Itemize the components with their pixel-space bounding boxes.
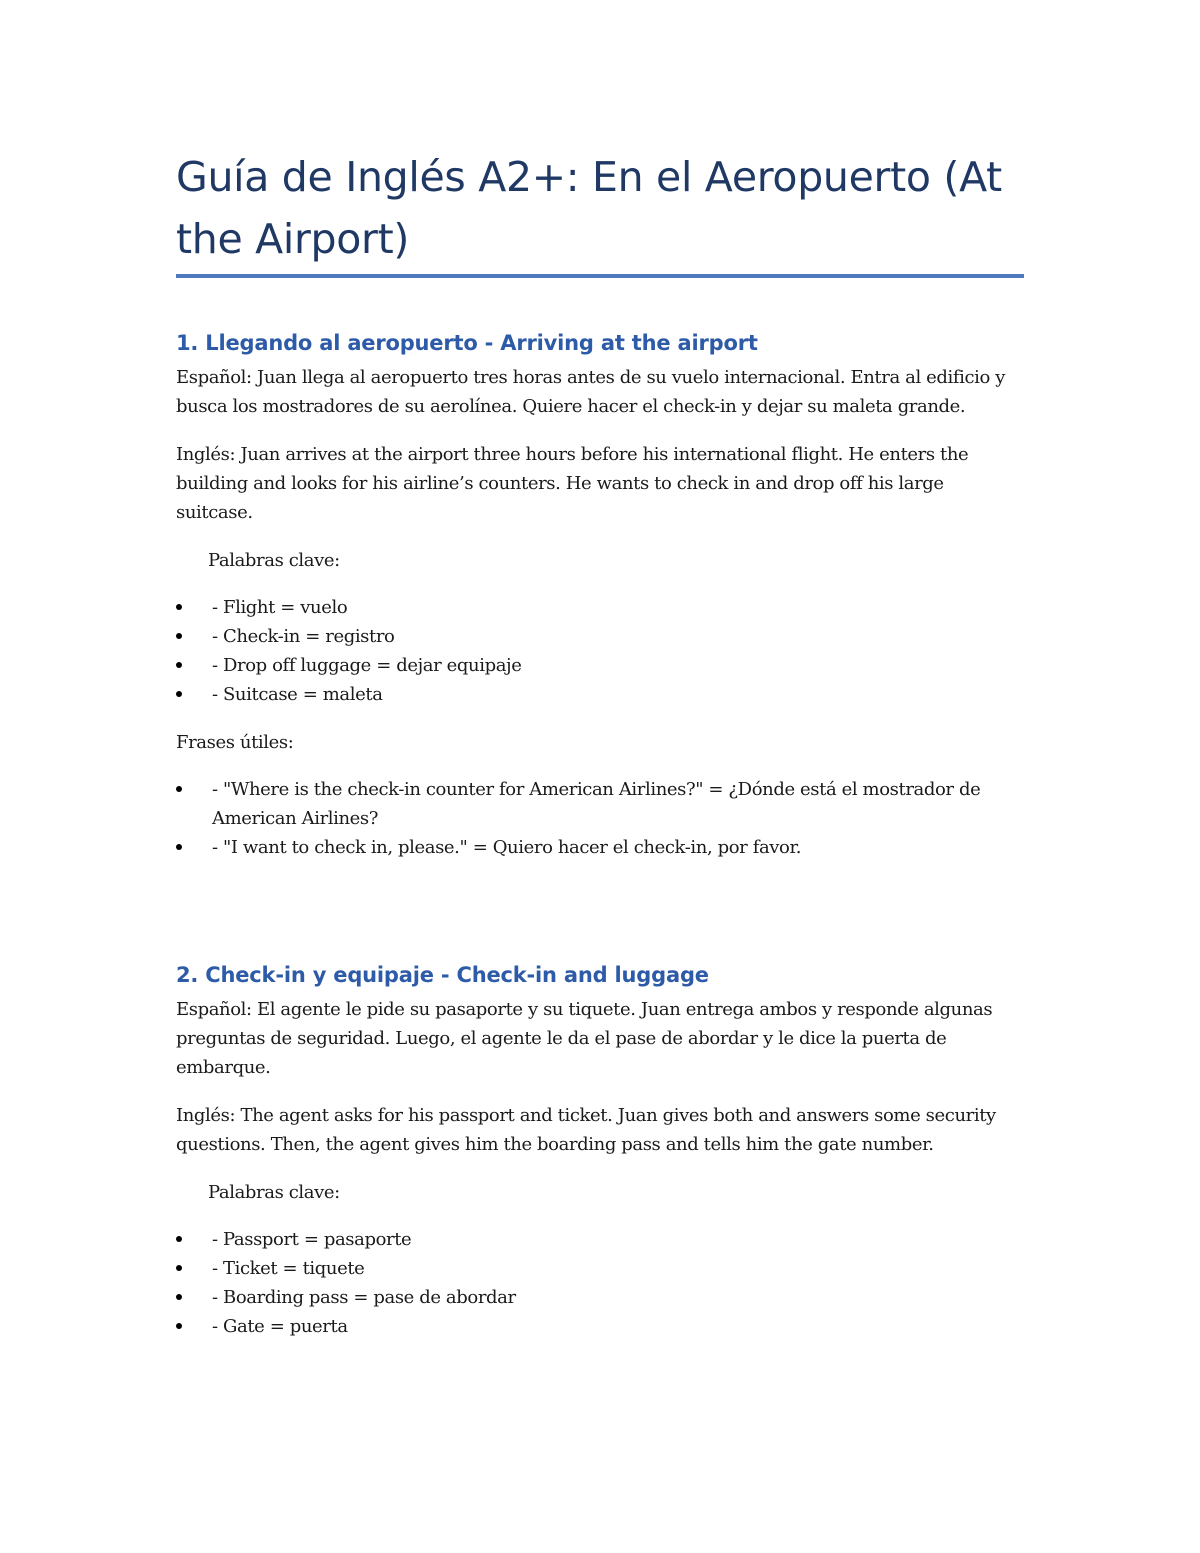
section-heading: 1. Llegando al aeropuerto - Arriving at the airport	[176, 331, 758, 355]
keyword-text: - Drop off luggage = dejar equipaje	[212, 655, 522, 676]
bullet-icon	[176, 844, 182, 850]
section-heading: 2. Check-in y equipaje - Check-in and luggage	[176, 963, 709, 987]
bullet-icon	[176, 1294, 182, 1300]
keyword-text: - Boarding pass = pase de abordar	[212, 1287, 516, 1308]
english-paragraph: Inglés: The agent asks for his passport and ticket. Juan gives both and answers some security questions. Then, the agent gives him the boarding pass and tells him the gate number.	[176, 1105, 996, 1155]
bullet-icon	[176, 691, 182, 697]
list-item	[176, 1225, 1024, 1254]
section-checkin	[176, 960, 1024, 1341]
phrase-text: - "I want to check in, please." = Quiero hacer el check-in, por favor.	[212, 837, 802, 858]
bullet-icon	[176, 604, 182, 610]
keyword-text: - Ticket = tiquete	[212, 1258, 365, 1279]
keywords-list	[176, 593, 1024, 709]
list-item	[176, 1254, 1024, 1283]
keyword-text: - Flight = vuelo	[212, 597, 348, 618]
keywords-label: Palabras clave:	[208, 550, 340, 571]
list-item	[176, 593, 1024, 622]
bullet-icon	[176, 662, 182, 668]
bullet-icon	[176, 1323, 182, 1329]
bullet-icon	[176, 786, 182, 792]
list-item	[176, 622, 1024, 651]
list-item	[176, 1283, 1024, 1312]
document-title: Guía de Inglés A2+: En el Aeropuerto (At the Airport)	[176, 153, 1002, 263]
document-body	[176, 146, 1024, 1341]
keywords-list	[176, 1225, 1024, 1341]
english-paragraph: Inglés: Juan arrives at the airport three hours before his international flight. He enters the building and looks for his airline’s counters. He wants to check in and drop off his large suitcase.	[176, 444, 969, 523]
keyword-text: - Check-in = registro	[212, 626, 395, 647]
phrases-label: Frases útiles:	[176, 732, 294, 753]
list-item	[176, 651, 1024, 680]
list-item	[176, 775, 1024, 833]
spanish-paragraph: Español: El agente le pide su pasaporte y su tiquete. Juan entrega ambos y responde algunas preguntas de seguridad. Luego, el agente le da el pase de abordar y le dice la puerta de embarque.	[176, 999, 993, 1078]
list-item	[176, 1312, 1024, 1341]
spanish-paragraph: Español: Juan llega al aeropuerto tres horas antes de su vuelo internacional. Entra al edificio y busca los mostradores de su aerolínea. Quiere hacer el check-in y dejar su maleta grande.	[176, 367, 1006, 417]
title-underline	[176, 274, 1024, 278]
list-item	[176, 680, 1024, 709]
phrase-text: - "Where is the check-in counter for American Airlines?" = ¿Dónde está el mostrador de American Airlines?	[212, 779, 981, 829]
keywords-label: Palabras clave:	[208, 1182, 340, 1203]
phrases-list	[176, 775, 1024, 862]
bullet-icon	[176, 633, 182, 639]
bullet-icon	[176, 1265, 182, 1271]
list-item	[176, 833, 1024, 862]
keyword-text: - Gate = puerta	[212, 1316, 348, 1337]
keyword-text: - Suitcase = maleta	[212, 684, 383, 705]
section-arriving	[176, 328, 1024, 862]
keyword-text: - Passport = pasaporte	[212, 1229, 412, 1250]
bullet-icon	[176, 1236, 182, 1242]
